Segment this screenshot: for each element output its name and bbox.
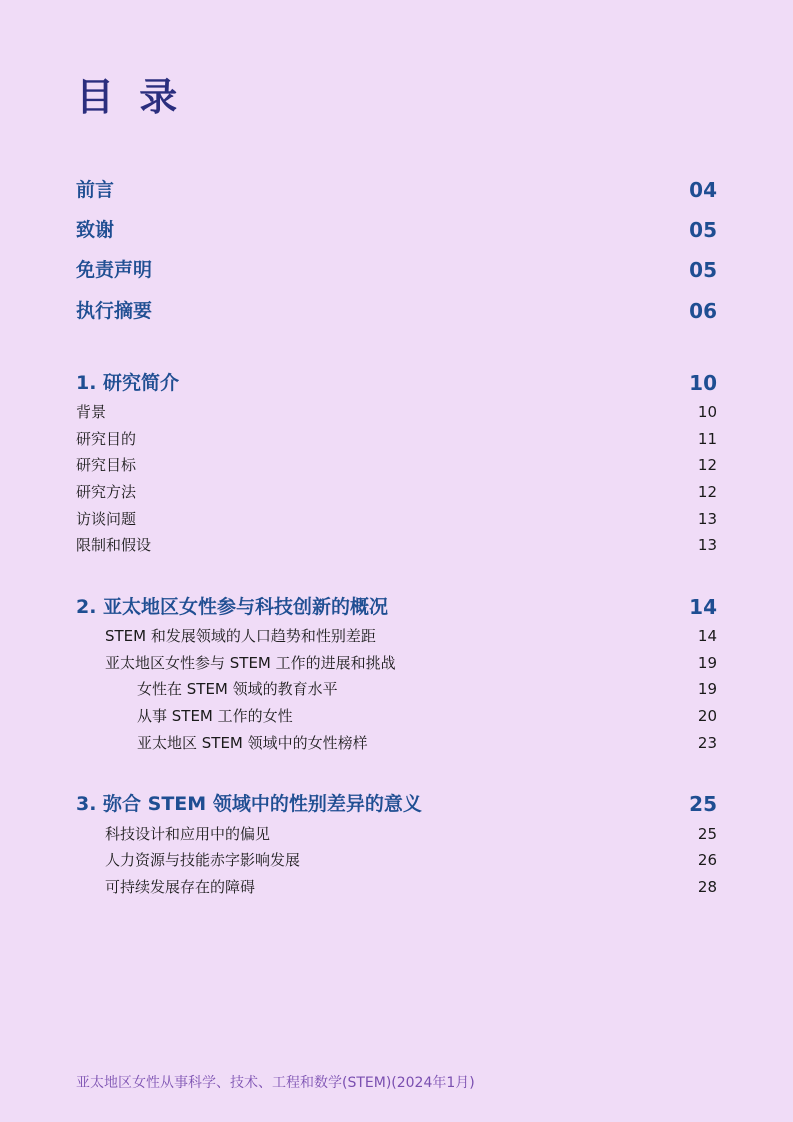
toc-subentry-page: 13 bbox=[697, 510, 717, 528]
toc-subentry[interactable] bbox=[105, 876, 717, 898]
toc-subentry-label: 亚太地区 STEM 领域中的女性榜样 bbox=[137, 734, 368, 752]
toc-entry-page: 04 bbox=[689, 178, 717, 202]
toc-chapter-1[interactable] bbox=[76, 369, 717, 397]
toc-entry-label: 免责声明 bbox=[76, 259, 153, 281]
toc-subentry-page: 14 bbox=[697, 627, 717, 645]
toc-subentry[interactable] bbox=[105, 849, 717, 871]
toc-chapter-3[interactable] bbox=[76, 790, 717, 818]
toc-subsubentry[interactable] bbox=[137, 678, 717, 700]
toc-subentry[interactable] bbox=[76, 401, 717, 423]
toc-subentry[interactable] bbox=[105, 625, 717, 647]
toc-entry-label: 致谢 bbox=[76, 219, 115, 241]
toc-subentry-label: STEM 和发展领域的人口趋势和性别差距 bbox=[105, 627, 376, 645]
toc-subentry-label: 从事 STEM 工作的女性 bbox=[137, 707, 293, 725]
toc-subentry-page: 11 bbox=[697, 430, 717, 448]
toc-subentry-page: 19 bbox=[697, 654, 717, 672]
toc-subentry-label: 研究目标 bbox=[76, 456, 137, 474]
toc-chapter-2[interactable] bbox=[76, 593, 717, 621]
toc-subentry-page: 12 bbox=[697, 456, 717, 474]
toc-subentry[interactable] bbox=[76, 508, 717, 530]
toc-entry-page: 05 bbox=[689, 258, 717, 282]
toc-subentry-label: 限制和假设 bbox=[76, 536, 152, 554]
toc-entry-label: 执行摘要 bbox=[76, 300, 153, 322]
toc-entry-preface[interactable] bbox=[76, 176, 717, 204]
toc-entry-page: 06 bbox=[689, 299, 717, 323]
toc-subentry-page: 28 bbox=[697, 878, 717, 896]
toc-entry-acknowledgements[interactable] bbox=[76, 216, 717, 244]
toc-subentry-page: 19 bbox=[697, 680, 717, 698]
page-footer: 亚太地区女性从事科学、技术、工程和数学(STEM)(2024年1月) bbox=[76, 1075, 475, 1091]
toc-subentry-label: 访谈问题 bbox=[76, 510, 137, 528]
toc-chapter-page: 25 bbox=[689, 792, 717, 816]
toc-chapter-label: 3. 弥合 STEM 领域中的性别差异的意义 bbox=[76, 793, 422, 815]
toc-subsubentry[interactable] bbox=[137, 705, 717, 727]
toc-subentry-page: 23 bbox=[697, 734, 717, 752]
toc-subentry-page: 20 bbox=[697, 707, 717, 725]
toc-subentry-label: 科技设计和应用中的偏见 bbox=[105, 825, 271, 843]
toc-subentry[interactable] bbox=[76, 454, 717, 476]
toc-subentry[interactable] bbox=[105, 652, 717, 674]
toc-subentry-page: 25 bbox=[697, 825, 717, 843]
toc-subentry[interactable] bbox=[76, 534, 717, 556]
toc-subentry-label: 人力资源与技能赤字影响发展 bbox=[105, 851, 301, 869]
toc-subentry-label: 亚太地区女性参与 STEM 工作的进展和挑战 bbox=[105, 654, 396, 672]
toc-subentry-label: 研究方法 bbox=[76, 483, 137, 501]
toc-subentry[interactable] bbox=[76, 428, 717, 450]
page-title: 目 录 bbox=[76, 75, 184, 119]
toc-chapter-label: 2. 亚太地区女性参与科技创新的概况 bbox=[76, 596, 389, 618]
toc-subentry[interactable] bbox=[105, 823, 717, 845]
toc-subentry-page: 10 bbox=[697, 403, 717, 421]
toc-subentry-label: 背景 bbox=[76, 403, 107, 421]
toc-subentry-page: 26 bbox=[697, 851, 717, 869]
toc-subentry-label: 研究目的 bbox=[76, 430, 137, 448]
toc-chapter-page: 14 bbox=[689, 595, 717, 619]
toc-entry-executive-summary[interactable] bbox=[76, 297, 717, 325]
toc-subentry-page: 12 bbox=[697, 483, 717, 501]
toc-subsubentry[interactable] bbox=[137, 732, 717, 754]
toc-subentry-label: 女性在 STEM 领域的教育水平 bbox=[137, 680, 338, 698]
toc-entry-label: 前言 bbox=[76, 179, 115, 201]
toc-entry-disclaimer[interactable] bbox=[76, 256, 717, 284]
toc-subentry-page: 13 bbox=[697, 536, 717, 554]
toc-subentry-label: 可持续发展存在的障碍 bbox=[105, 878, 256, 896]
toc-chapter-page: 10 bbox=[689, 371, 717, 395]
toc-entry-page: 05 bbox=[689, 218, 717, 242]
toc-subentry[interactable] bbox=[76, 481, 717, 503]
toc-chapter-label: 1. 研究简介 bbox=[76, 372, 180, 394]
